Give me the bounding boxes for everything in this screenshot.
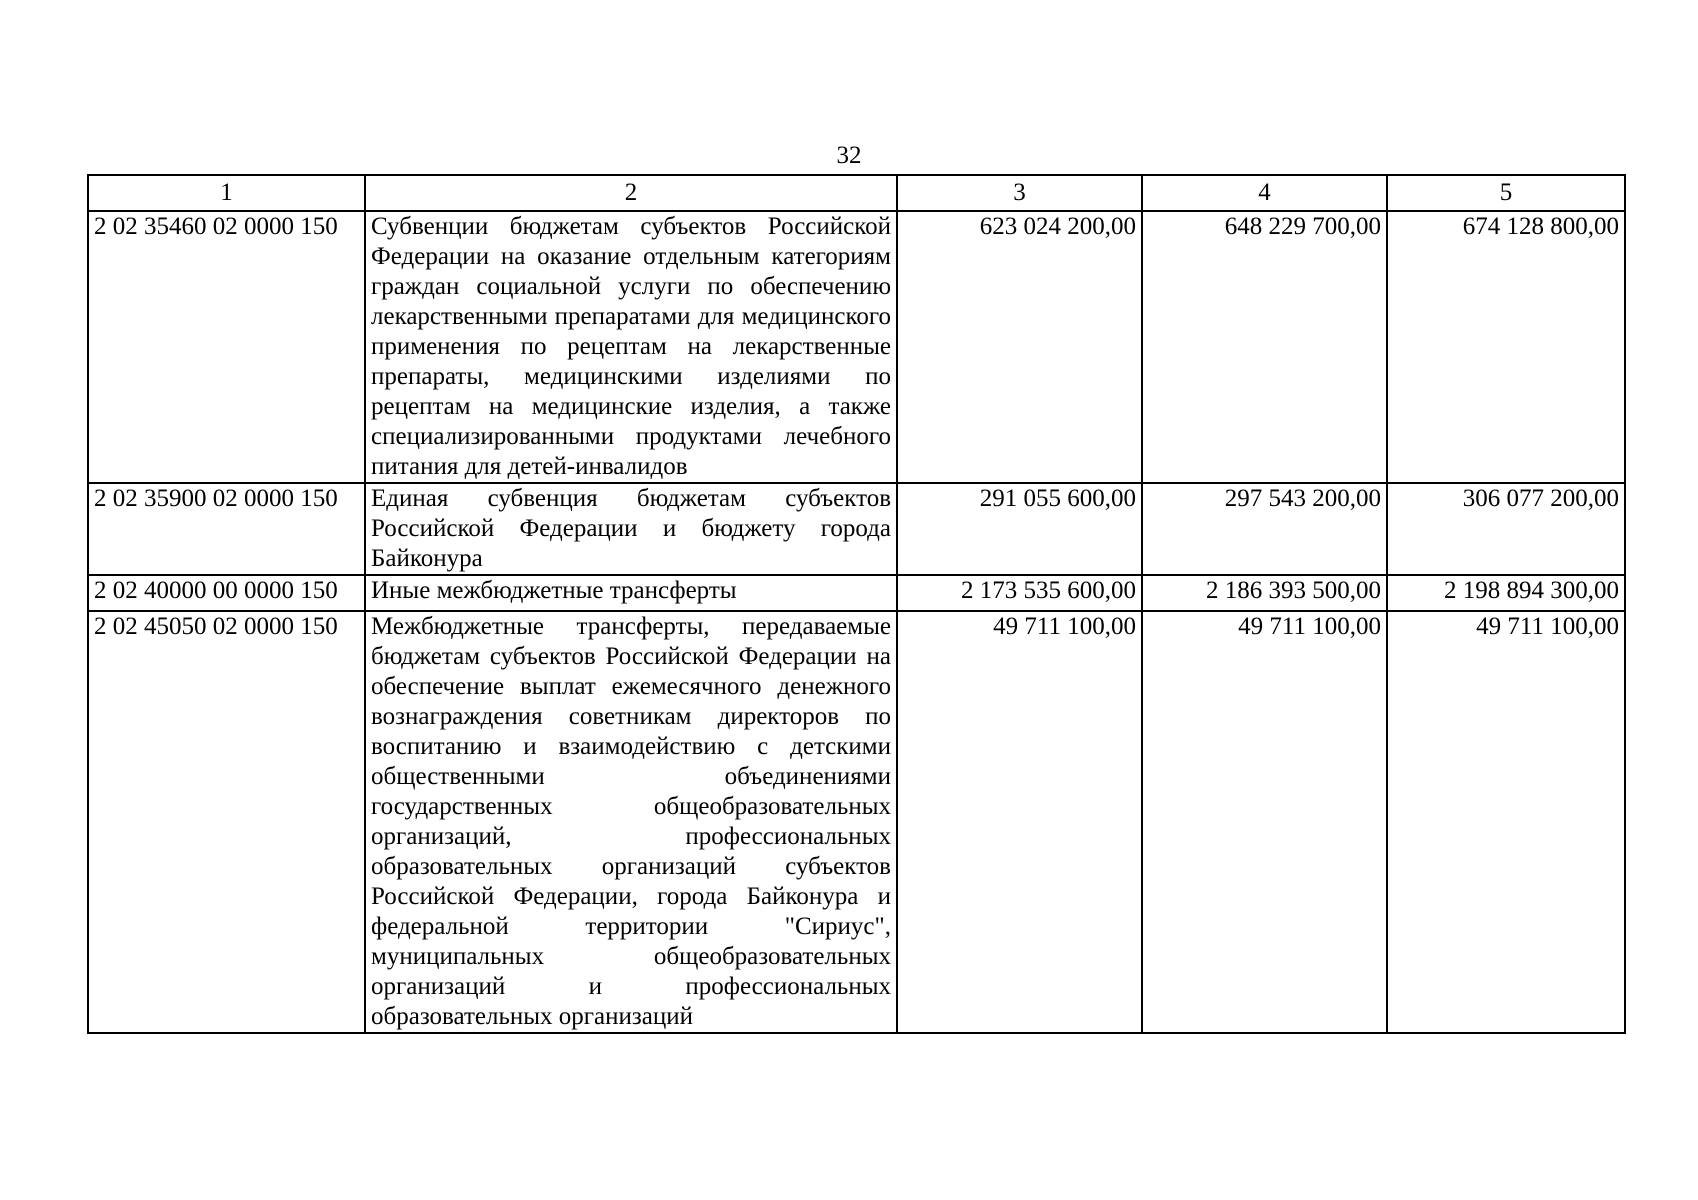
- amount-col3-cell: 2 173 535 600,00: [897, 575, 1142, 611]
- budget-code-cell: 2 02 35900 02 0000 150: [88, 483, 365, 575]
- column-header-1: 1: [88, 175, 365, 211]
- amount-col4-cell: 2 186 393 500,00: [1142, 575, 1387, 611]
- description-cell: Межбюджетные трансферты, передаваемые бюджетам субъектов Российской Федерации на обеспечение выплат ежемесячного денежного вознаграждения советникам директоров по воспитанию и взаимодействию с детскими общественными объединениями государственных общеобразовательных организаций, профессиональных образовательных организаций субъектов Российской Федерации, города Байконура и федеральной территории "Сириус", муниципальных общеобразовательных организаций и профессиональных образовательных организаций: [365, 611, 897, 1033]
- table-row: [88, 483, 1625, 575]
- table-header-row: [88, 175, 1625, 211]
- amount-col3-cell: 49 711 100,00: [897, 611, 1142, 1033]
- amount-col3-cell: 623 024 200,00: [897, 211, 1142, 483]
- amount-col3-cell: 291 055 600,00: [897, 483, 1142, 575]
- description-cell: Субвенции бюджетам субъектов Российской Федерации на оказание отдельным категориям граждан социальной услуги по обеспечению лекарственными препаратами для медицинского применения по рецептам на лекарственные препараты, медицинскими изделиями по рецептам на медицинские изделия, а также специализированными продуктами лечебного питания для детей-инвалидов: [365, 211, 897, 483]
- amount-col4-cell: 297 543 200,00: [1142, 483, 1387, 575]
- description-cell: Единая субвенция бюджетам субъектов Российской Федерации и бюджету города Байконура: [365, 483, 897, 575]
- amount-col4-cell: 49 711 100,00: [1142, 611, 1387, 1033]
- budget-code-cell: 2 02 40000 00 0000 150: [88, 575, 365, 611]
- description-cell: Иные межбюджетные трансферты: [365, 575, 897, 611]
- column-header-2: 2: [365, 175, 897, 211]
- column-header-4: 4: [1142, 175, 1387, 211]
- table-row: [88, 575, 1625, 611]
- amount-col5-cell: 306 077 200,00: [1387, 483, 1625, 575]
- amount-col4-cell: 648 229 700,00: [1142, 211, 1387, 483]
- table-row: [88, 611, 1625, 1033]
- page-number: 32: [836, 142, 862, 169]
- budget-table: [87, 174, 1626, 1034]
- column-header-3: 3: [897, 175, 1142, 211]
- amount-col5-cell: 49 711 100,00: [1387, 611, 1625, 1033]
- table-row: [88, 211, 1625, 483]
- amount-col5-cell: 2 198 894 300,00: [1387, 575, 1625, 611]
- amount-col5-cell: 674 128 800,00: [1387, 211, 1625, 483]
- budget-code-cell: 2 02 35460 02 0000 150: [88, 211, 365, 483]
- budget-code-cell: 2 02 45050 02 0000 150: [88, 611, 365, 1033]
- column-header-5: 5: [1387, 175, 1625, 211]
